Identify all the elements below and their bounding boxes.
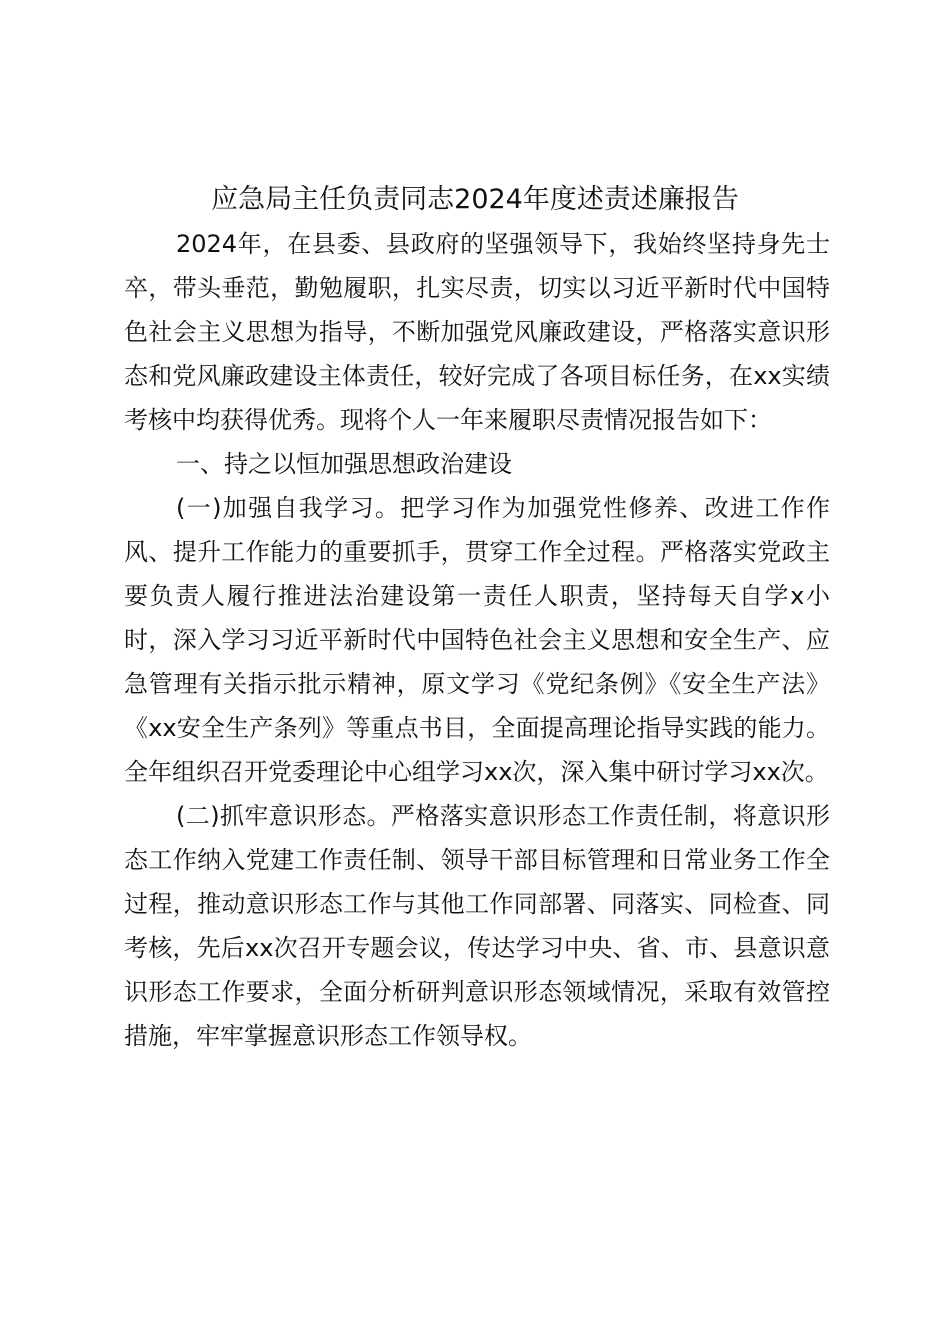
paragraph-self-study: (一)加强自我学习。把学习作为加强党性修养、改进工作作风、提升工作能力的重要抓手，贯穿工作全过程。严格落实党政主要负责人履行推进法治建设第一责任人职责，坚持每天自学x小时，深入学习习近平新时代中国特色社会主义思想和安全生产、应急管理有关指示批示精神，原文学习《党纪条例》《安全生产法》《xx安全生产条列》等重点书目，全面提高理论指导实践的能力。全年组织召开党委理论中心组学习xx次，深入集中研讨学习xx次。 [124, 494, 830, 786]
section-heading-1: 一、持之以恒加强思想政治建设 [176, 450, 512, 478]
paragraph-ideology: (二)抓牢意识形态。严格落实意识形态工作责任制，将意识形态工作纳入党建工作责任制、领导干部目标管理和日常业务工作全过程，推动意识形态工作与其他工作同部署、同落实、同检查、同考核，先后xx次召开专题会议，传达学习中央、省、市、县意识意识形态工作要求，全面分析研判意识形态领域情况，采取有效管控措施，牢牢掌握意识形态工作领导权。 [124, 802, 830, 1050]
document-title: 应急局主任负责同志2024年度述责述廉报告 [211, 184, 739, 215]
paragraph-intro: 2024年，在县委、县政府的坚强领导下，我始终坚持身先士卒，带头垂范，勤勉履职，扎实尽责，切实以习近平新时代中国特色社会主义思想为指导，不断加强党风廉政建设，严格落实意识形态和党风廉政建设主体责任，较好完成了各项目标任务，在xx实绩考核中均获得优秀。现将个人一年来履职尽责情况报告如下： [124, 230, 830, 434]
document-body [124, 222, 830, 1058]
